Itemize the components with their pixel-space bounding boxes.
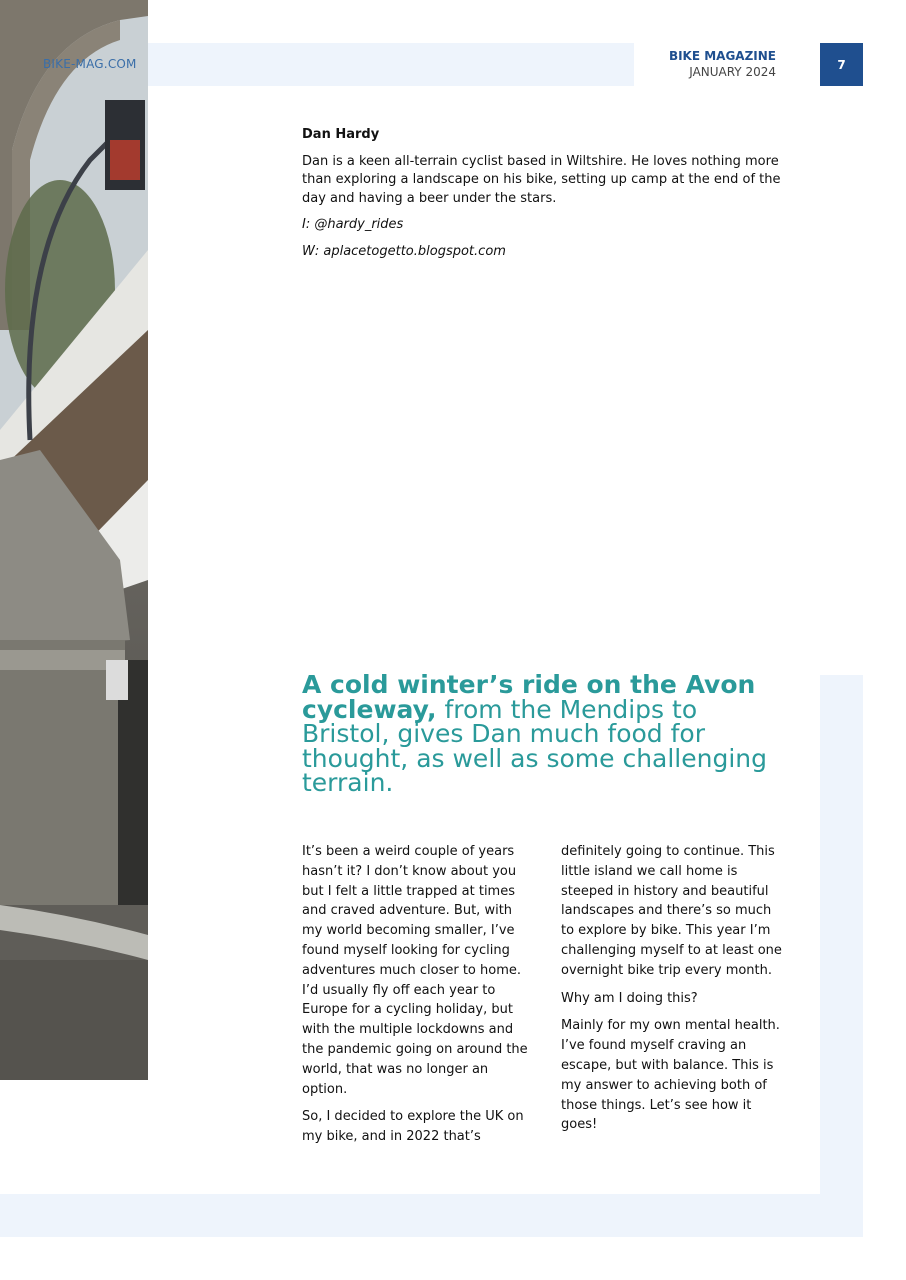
article-paragraph: definitely going to continue. This little island we call home is steeped in history and beautiful landscapes and there’s so much to explore by bike. This year I’m challenging myself to at least one overnight bike trip every month. (561, 844, 782, 978)
article-paragraph: So, I decided to explore the UK on my bike, and in 2022 that’s (302, 1109, 524, 1145)
right-decorative-band (820, 675, 863, 1237)
author-bio (302, 126, 782, 269)
author-description: Dan is a keen all-terrain cyclist based in Wiltshire. He loves nothing more than exploring a landscape on his bike, setting up camp at the end of the day and having a beer under the stars. (302, 153, 781, 206)
author-website[interactable]: W: aplacetogetto.blogspot.com (302, 243, 506, 259)
article-paragraph: Mainly for my own mental health. I’ve found myself craving an escape, but with balance. This is my answer to achieving both of those things. Let’s see how it goes! (561, 1018, 780, 1133)
author-instagram[interactable]: I: @hardy_rides (302, 217, 404, 232)
article-column-left (302, 842, 528, 1155)
bottom-decorative-band (0, 1194, 863, 1237)
article-paragraph: It’s been a weird couple of years hasn’t it? I don’t know about you but I felt a little trapped at times and craved adventure. But, with my world becoming smaller, I’ve found myself looking for cycling adventures much closer to home. I’d usually fly off each year to Europe for a cycling holiday, but with the multiple lockdowns and the pandemic going on around the world, that was no longer an option. (302, 844, 528, 1097)
magazine-title: BIKE MAGAZINE (668, 49, 776, 63)
page-number: 7 (820, 43, 863, 86)
headline-light: from the Mendips to Bristol, gives Dan much food for thought, as well as some challenging terrain. (302, 694, 768, 797)
headline-bold: A cold winter’s ride on the Avon cycleway, (302, 670, 756, 724)
article-headline (302, 670, 792, 797)
author-name: Dan Hardy (302, 127, 380, 142)
article-column-right (561, 842, 787, 1143)
site-url[interactable]: BIKE-MAG.COM (43, 57, 137, 71)
issue-date: JANUARY 2024 (689, 65, 776, 79)
church-gate-photo (0, 0, 148, 1080)
article-paragraph: Why am I doing this? (561, 990, 698, 1006)
